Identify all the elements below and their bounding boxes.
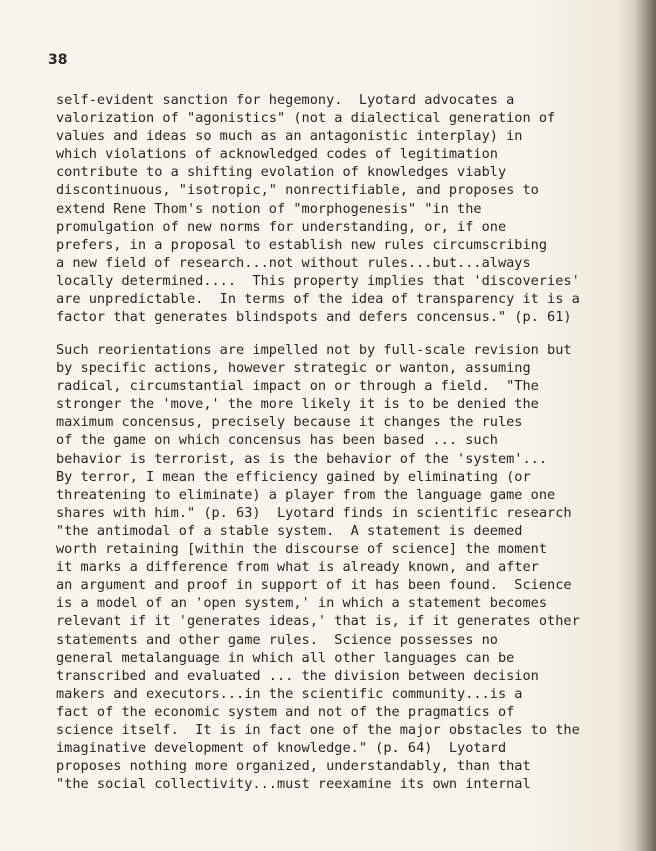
text-line: prefers, in a proposal to establish new rules circumscribing <box>56 236 548 253</box>
text-line: transcribed and evaluated ... the division between decision <box>56 667 539 684</box>
text-line: worth retaining [within the discourse of science] the moment <box>56 541 548 558</box>
text-line: of the game on which concensus has been based ... such <box>56 432 498 449</box>
text-line: factor that generates blindspots and defers concensus." (p. 61) <box>56 309 572 326</box>
text-line: statements and other game rules. Science possesses no <box>56 631 498 648</box>
text-line: imaginative development of knowledge." (p. 64) Lyotard <box>56 740 507 757</box>
text-line: contribute to a shifting evolation of knowledges viably <box>56 164 507 181</box>
text-line: proposes nothing more organized, understandably, than that <box>56 758 531 775</box>
text-line: relevant if it 'generates ideas,' that is, if it generates other <box>56 613 580 630</box>
text-line: which violations of acknowledged codes of legitimation <box>56 146 498 163</box>
text-line: values and ideas so much as an antagonistic interplay) in <box>56 128 523 145</box>
text-line: is a model of an 'open system,' in which a statement becomes <box>56 595 548 612</box>
text-line: "the antimodal of a stable system. A statement is deemed <box>56 522 523 539</box>
text-line: stronger the 'move,' the more likely it is to be denied the <box>56 396 539 413</box>
text-line: an argument and proof in support of it has been found. Science <box>56 577 572 594</box>
text-line: general metalanguage in which all other languages can be <box>56 649 515 666</box>
text-line: valorization of "agonistics" (not a dialectical generation of <box>56 110 556 127</box>
text-line: a new field of research...not without rules...but...always <box>56 254 531 271</box>
text-line: by specific actions, however strategic or wanton, assuming <box>56 360 531 377</box>
text-line: "the social collectivity...must reexamine its own internal <box>56 776 531 793</box>
text-line: behavior is terrorist, as is the behavior of the 'system'... <box>56 450 548 467</box>
page-number: 38 <box>48 52 68 68</box>
text-line: science itself. It is in fact one of the major obstacles to the <box>56 721 580 738</box>
text-line: discontinuous, "isotropic," nonrectifiable, and proposes to <box>56 182 539 199</box>
text-line: are unpredictable. In terms of the idea of transparency it is a <box>56 291 580 308</box>
text-line: maximum concensus, precisely because it changes the rules <box>56 414 523 431</box>
text-line: threatening to eliminate) a player from the language game one <box>56 486 556 503</box>
text-line: fact of the economic system and not of the pragmatics of <box>56 703 515 720</box>
text-line: shares with him." (p. 63) Lyotard finds in scientific research <box>56 504 572 521</box>
text-line: Such reorientations are impelled not by full-scale revision but <box>56 342 572 358</box>
text-line: By terror, I mean the efficiency gained by eliminating (or <box>56 468 531 485</box>
text-line: it marks a difference from what is already known, and after <box>56 559 539 576</box>
text-line: extend Rene Thom's notion of "morphogenesis" "in the <box>56 200 482 217</box>
text-line: locally determined.... This property implies that 'discoveries' <box>56 272 580 289</box>
text-line: radical, circumstantial impact on or through a field. "The <box>56 378 539 395</box>
paragraph-1 <box>56 91 580 326</box>
page-edge-shadow <box>634 0 656 851</box>
text-line: self-evident sanction for hegemony. Lyotard advocates a <box>56 92 515 108</box>
text-line: promulgation of new norms for understanding, or, if one <box>56 218 507 235</box>
paragraph-2 <box>56 341 580 793</box>
text-line: makers and executors...in the scientific community...is a <box>56 685 523 702</box>
